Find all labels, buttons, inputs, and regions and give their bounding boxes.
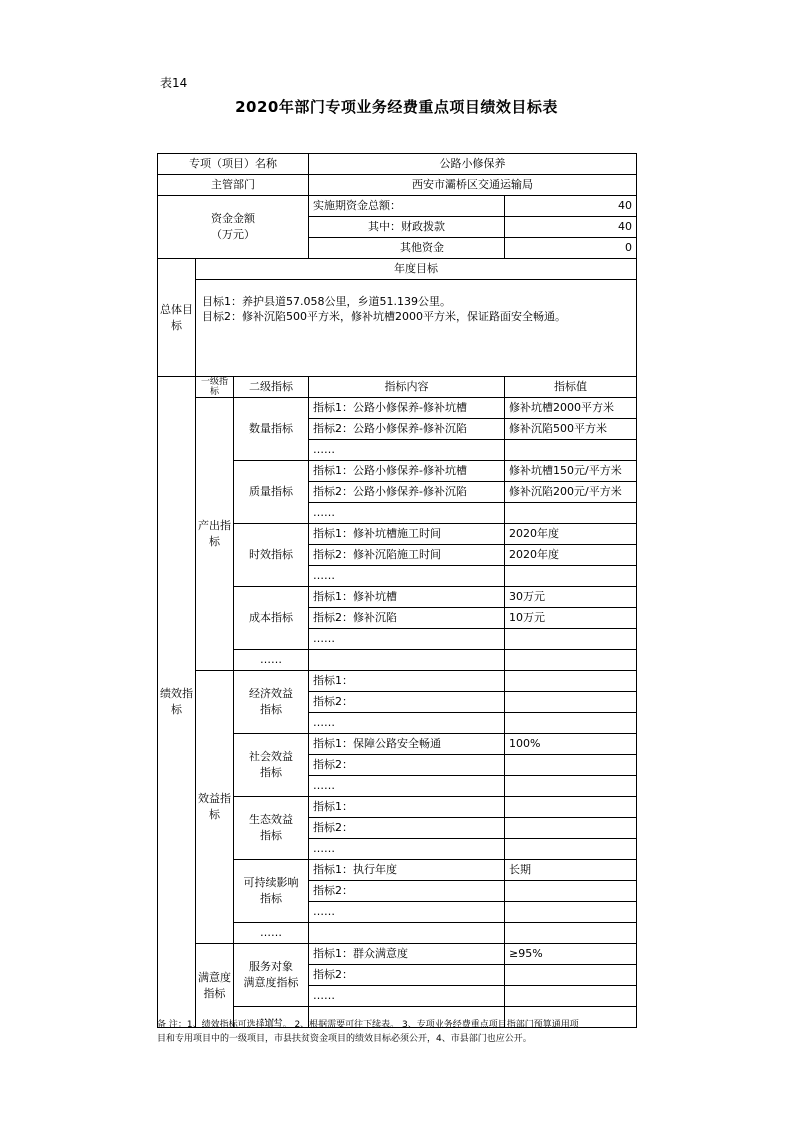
service-satisfaction-label-line2: 满意度指标 [243,976,299,989]
ellipsis-cell: …… [234,1007,309,1028]
indicator-content: 指标2： [309,692,505,713]
indicator-value [505,881,637,902]
indicator-value: 修补坑槽150元/平方米 [505,461,637,482]
ecological-benefit-label [234,797,309,860]
indicator-content: 指标2：公路小修保养-修补沉陷 [309,482,505,503]
footnote-line1: 备 注：1、绩效指标可选择填写。 2、根据需要可往下续表。 3、专项业务经费重点项目指部门预算通用项 [157,1020,579,1030]
benefit-indicator-label: 效益指标 [196,671,234,944]
service-satisfaction-label [234,944,309,1007]
empty-value-cell [505,566,637,587]
indicator-value: 修补沉陷500平方米 [505,419,637,440]
empty-value-cell [505,986,637,1007]
indicator-value: 100% [505,734,637,755]
funds-total-label: 实施期资金总额： [309,196,505,217]
col-value-header: 指标值 [505,377,637,398]
cost-indicator-label: 成本指标 [234,587,309,650]
indicator-content: 指标1：修补坑槽施工时间 [309,524,505,545]
ellipsis-cell: …… [309,713,505,734]
empty-content-cell [309,650,505,671]
empty-value-cell [505,650,637,671]
ellipsis-cell: …… [309,986,505,1007]
empty-value-cell [505,440,637,461]
project-name-value: 公路小修保养 [309,154,637,175]
indicator-content: 指标2： [309,818,505,839]
funds-label [158,196,309,259]
ellipsis-cell: …… [309,566,505,587]
ellipsis-cell: …… [309,629,505,650]
ecological-benefit-label-line1: 生态效益 [249,813,293,826]
indicator-content: 指标1： [309,671,505,692]
performance-side-label: 绩效指标 [158,377,196,1028]
indicator-content: 指标1：执行年度 [309,860,505,881]
funds-fiscal-value: 40 [505,217,637,238]
indicator-value: 修补沉陷200元/平方米 [505,482,637,503]
footnote-line2: 目和专用项目中的一级项目，市县扶贫资金项目的绩效目标必须公开，4、市县部门也应公开。 [157,1034,532,1044]
funds-label-line2: （万元） [211,228,255,241]
goal-2: 目标2：修补沉陷500平方米，修补坑槽2000平方米，保证路面安全畅通。 [202,310,566,323]
timeliness-indicator-label: 时效指标 [234,524,309,587]
col-level2-header: 二级指标 [234,377,309,398]
quality-indicator-label: 质量指标 [234,461,309,524]
empty-value-cell [505,839,637,860]
social-benefit-label-line2: 指标 [260,766,282,779]
indicator-content: 指标2： [309,965,505,986]
funds-fiscal-label: 其中：财政拨款 [309,217,505,238]
economic-benefit-label-line1: 经济效益 [249,687,293,700]
indicator-content: 指标1：群众满意度 [309,944,505,965]
indicator-value: 长期 [505,860,637,881]
table-number: 表14 [160,76,188,90]
department-label: 主管部门 [158,175,309,196]
indicator-value [505,797,637,818]
indicator-content: 指标2：公路小修保养-修补沉陷 [309,419,505,440]
economic-benefit-label-line2: 指标 [260,703,282,716]
ellipsis-cell: …… [234,650,309,671]
sustainable-impact-label-line2: 指标 [260,892,282,905]
empty-value-cell [505,503,637,524]
indicator-value: 修补坑槽2000平方米 [505,398,637,419]
ecological-benefit-label-line2: 指标 [260,829,282,842]
ellipsis-cell: …… [309,776,505,797]
funds-other-label: 其他资金 [309,238,505,259]
ellipsis-cell: …… [309,839,505,860]
economic-benefit-label [234,671,309,734]
empty-value-cell [505,629,637,650]
ellipsis-cell: …… [309,902,505,923]
empty-value-cell [505,902,637,923]
indicator-content: 指标2： [309,755,505,776]
indicator-content: 指标2：修补沉陷施工时间 [309,545,505,566]
overall-goal-side-label: 总体目标 [158,259,196,377]
ellipsis-cell: …… [234,923,309,944]
page-title: 2020年部门专项业务经费重点项目绩效目标表 [235,98,558,116]
indicator-value [505,692,637,713]
indicator-value: 2020年度 [505,545,637,566]
funds-label-line1: 资金金额 [211,212,255,225]
indicator-value [505,755,637,776]
funds-total-value: 40 [505,196,637,217]
indicator-content: 指标1：修补坑槽 [309,587,505,608]
output-indicator-label: 产出指标 [196,398,234,671]
goal-1: 目标1：养护县道57.058公里，乡道51.139公里。 [202,295,451,308]
overall-goal-text [196,280,637,377]
project-name-label: 专项（项目）名称 [158,154,309,175]
indicator-content: 指标2： [309,881,505,902]
social-benefit-label [234,734,309,797]
empty-value-cell [505,713,637,734]
indicator-value [505,818,637,839]
ellipsis-cell: …… [309,440,505,461]
empty-value-cell [505,776,637,797]
sustainable-impact-label-line1: 可持续影响 [243,876,299,889]
annual-goal-label: 年度目标 [196,259,637,280]
indicator-content: 指标1：保障公路安全畅通 [309,734,505,755]
indicator-content: 指标1：公路小修保养-修补坑槽 [309,398,505,419]
indicator-value [505,965,637,986]
footnote [157,1018,637,1046]
performance-table [157,153,637,1028]
indicator-content: 指标1：公路小修保养-修补坑槽 [309,461,505,482]
empty-content-cell [309,923,505,944]
col-content-header: 指标内容 [309,377,505,398]
indicator-content: 指标2：修补沉陷 [309,608,505,629]
col-level1-header: 一级指标 [196,377,234,398]
social-benefit-label-line1: 社会效益 [249,750,293,763]
funds-other-value: 0 [505,238,637,259]
department-value: 西安市灞桥区交通运输局 [309,175,637,196]
indicator-value: 30万元 [505,587,637,608]
ellipsis-cell: …… [309,503,505,524]
indicator-value: 2020年度 [505,524,637,545]
indicator-value [505,671,637,692]
indicator-value: 10万元 [505,608,637,629]
indicator-content: 指标1： [309,797,505,818]
quantity-indicator-label: 数量指标 [234,398,309,461]
indicator-value: ≥95% [505,944,637,965]
sustainable-impact-label [234,860,309,923]
empty-value-cell [505,923,637,944]
satisfaction-indicator-label: 满意度指标 [196,944,234,1028]
service-satisfaction-label-line1: 服务对象 [249,960,293,973]
